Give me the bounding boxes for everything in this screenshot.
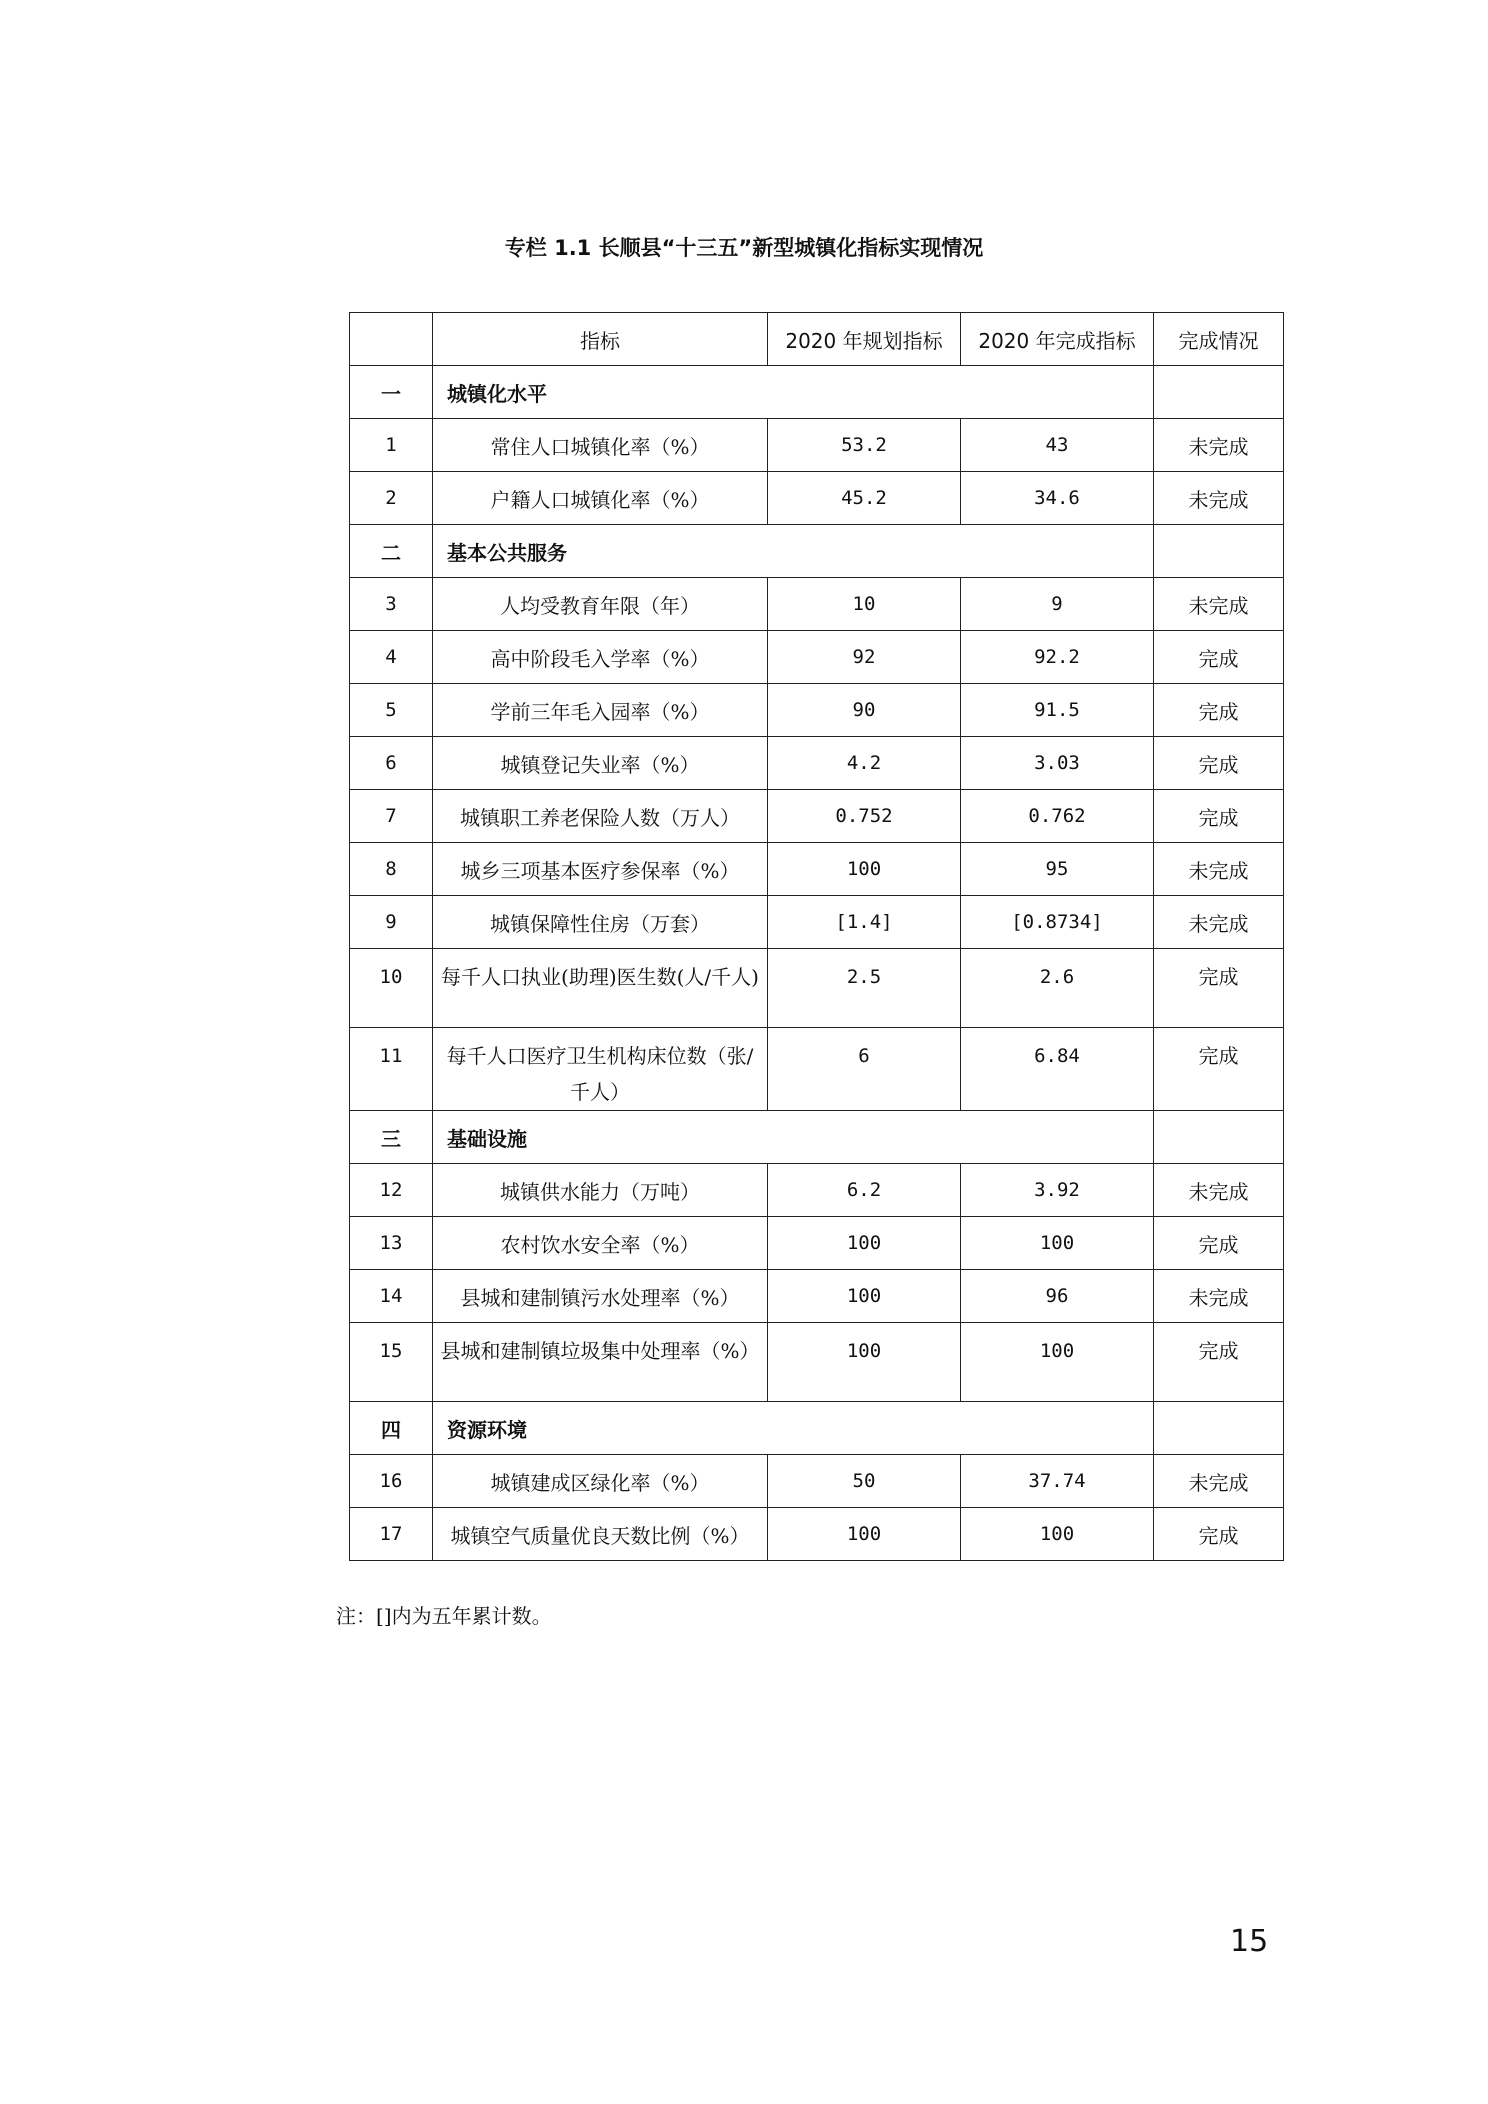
row-number: 5 (350, 684, 433, 737)
plan-value: 45.2 (768, 472, 961, 525)
table-body (350, 366, 1284, 1561)
row-number: 15 (350, 1323, 433, 1402)
table-row (350, 419, 1284, 472)
section-title: 资源环境 (433, 1402, 1154, 1455)
status-cell: 未完成 (1154, 1164, 1284, 1217)
table-row (350, 896, 1284, 949)
table-note: 注：[]内为五年累计数。 (336, 1604, 552, 1628)
indicator-name: 县城和建制镇垃圾集中处理率（%） (433, 1323, 768, 1402)
table-header-row (350, 313, 1284, 366)
done-value: 100 (961, 1508, 1154, 1561)
plan-value: 6 (768, 1028, 961, 1111)
row-number: 9 (350, 896, 433, 949)
status-cell: 完成 (1154, 737, 1284, 790)
indicator-name: 农村饮水安全率（%） (433, 1217, 768, 1270)
status-cell: 未完成 (1154, 578, 1284, 631)
section-empty-cell (1154, 366, 1284, 419)
section-title: 基本公共服务 (433, 525, 1154, 578)
section-number: 二 (350, 525, 433, 578)
done-value: 96 (961, 1270, 1154, 1323)
section-number: 四 (350, 1402, 433, 1455)
done-value: 2.6 (961, 949, 1154, 1028)
indicator-name: 高中阶段毛入学率（%） (433, 631, 768, 684)
row-number: 10 (350, 949, 433, 1028)
table-row (350, 1270, 1284, 1323)
indicator-name: 户籍人口城镇化率（%） (433, 472, 768, 525)
plan-value: 90 (768, 684, 961, 737)
status-cell: 完成 (1154, 949, 1284, 1028)
row-number: 1 (350, 419, 433, 472)
done-value: 9 (961, 578, 1154, 631)
plan-value: 2.5 (768, 949, 961, 1028)
plan-value: 100 (768, 1323, 961, 1402)
status-cell: 未完成 (1154, 1455, 1284, 1508)
plan-value: 100 (768, 1217, 961, 1270)
plan-value: [1.4] (768, 896, 961, 949)
plan-value: 92 (768, 631, 961, 684)
plan-value: 4.2 (768, 737, 961, 790)
section-number: 三 (350, 1111, 433, 1164)
section-title: 城镇化水平 (433, 366, 1154, 419)
status-cell: 未完成 (1154, 896, 1284, 949)
section-row (350, 1402, 1284, 1455)
done-value: 34.6 (961, 472, 1154, 525)
indicator-name: 城镇空气质量优良天数比例（%） (433, 1508, 768, 1561)
plan-value: 10 (768, 578, 961, 631)
done-value: 43 (961, 419, 1154, 472)
table-row (350, 578, 1284, 631)
section-number: 一 (350, 366, 433, 419)
done-value: 0.762 (961, 790, 1154, 843)
done-value: 95 (961, 843, 1154, 896)
table-row (350, 790, 1284, 843)
section-empty-cell (1154, 1111, 1284, 1164)
indicator-name: 常住人口城镇化率（%） (433, 419, 768, 472)
done-value: 100 (961, 1323, 1154, 1402)
section-empty-cell (1154, 1402, 1284, 1455)
indicator-name: 每千人口医疗卫生机构床位数（张/千人） (433, 1028, 768, 1111)
table-caption: 专栏 1.1 长顺县“十三五”新型城镇化指标实现情况 (504, 236, 984, 260)
status-cell: 未完成 (1154, 419, 1284, 472)
row-number: 3 (350, 578, 433, 631)
plan-value: 100 (768, 843, 961, 896)
table-row (350, 737, 1284, 790)
status-cell: 完成 (1154, 1508, 1284, 1561)
header-plan: 2020 年规划指标 (768, 313, 961, 366)
table-row (350, 843, 1284, 896)
section-title: 基础设施 (433, 1111, 1154, 1164)
done-value: 6.84 (961, 1028, 1154, 1111)
indicator-name: 县城和建制镇污水处理率（%） (433, 1270, 768, 1323)
status-cell: 未完成 (1154, 1270, 1284, 1323)
table-row (350, 1164, 1284, 1217)
row-number: 8 (350, 843, 433, 896)
indicator-name: 城镇供水能力（万吨） (433, 1164, 768, 1217)
done-value: [0.8734] (961, 896, 1154, 949)
status-cell: 未完成 (1154, 843, 1284, 896)
done-value: 100 (961, 1217, 1154, 1270)
status-cell: 完成 (1154, 1217, 1284, 1270)
table-row (350, 684, 1284, 737)
indicator-name: 人均受教育年限（年） (433, 578, 768, 631)
plan-value: 50 (768, 1455, 961, 1508)
plan-value: 100 (768, 1508, 961, 1561)
done-value: 91.5 (961, 684, 1154, 737)
status-cell: 完成 (1154, 1323, 1284, 1402)
table-row (350, 1508, 1284, 1561)
indicator-name: 城乡三项基本医疗参保率（%） (433, 843, 768, 896)
done-value: 3.03 (961, 737, 1154, 790)
section-row (350, 525, 1284, 578)
plan-value: 6.2 (768, 1164, 961, 1217)
indicator-name: 城镇登记失业率（%） (433, 737, 768, 790)
header-done: 2020 年完成指标 (961, 313, 1154, 366)
plan-value: 0.752 (768, 790, 961, 843)
row-number: 7 (350, 790, 433, 843)
indicator-name: 城镇职工养老保险人数（万人） (433, 790, 768, 843)
table-row (350, 1323, 1284, 1402)
row-number: 16 (350, 1455, 433, 1508)
done-value: 92.2 (961, 631, 1154, 684)
row-number: 13 (350, 1217, 433, 1270)
table-row (350, 472, 1284, 525)
row-number: 2 (350, 472, 433, 525)
header-indicator: 指标 (433, 313, 768, 366)
table-row (350, 949, 1284, 1028)
status-cell: 未完成 (1154, 472, 1284, 525)
table-row (350, 1028, 1284, 1111)
table-row (350, 631, 1284, 684)
indicator-name: 城镇建成区绿化率（%） (433, 1455, 768, 1508)
indicator-name: 城镇保障性住房（万套） (433, 896, 768, 949)
status-cell: 完成 (1154, 790, 1284, 843)
status-cell: 完成 (1154, 684, 1284, 737)
indicator-name: 学前三年毛入园率（%） (433, 684, 768, 737)
row-number: 14 (350, 1270, 433, 1323)
table-row (350, 1455, 1284, 1508)
status-cell: 完成 (1154, 1028, 1284, 1111)
row-number: 11 (350, 1028, 433, 1111)
section-empty-cell (1154, 525, 1284, 578)
row-number: 4 (350, 631, 433, 684)
done-value: 37.74 (961, 1455, 1154, 1508)
page-number: 15 (1230, 1924, 1269, 1959)
header-status: 完成情况 (1154, 313, 1284, 366)
plan-value: 53.2 (768, 419, 961, 472)
done-value: 3.92 (961, 1164, 1154, 1217)
section-row (350, 1111, 1284, 1164)
indicator-table (349, 312, 1284, 1561)
status-cell: 完成 (1154, 631, 1284, 684)
indicator-name: 每千人口执业(助理)医生数(人/千人) (433, 949, 768, 1028)
plan-value: 100 (768, 1270, 961, 1323)
row-number: 6 (350, 737, 433, 790)
table-row (350, 1217, 1284, 1270)
header-no (350, 313, 433, 366)
row-number: 12 (350, 1164, 433, 1217)
row-number: 17 (350, 1508, 433, 1561)
section-row (350, 366, 1284, 419)
